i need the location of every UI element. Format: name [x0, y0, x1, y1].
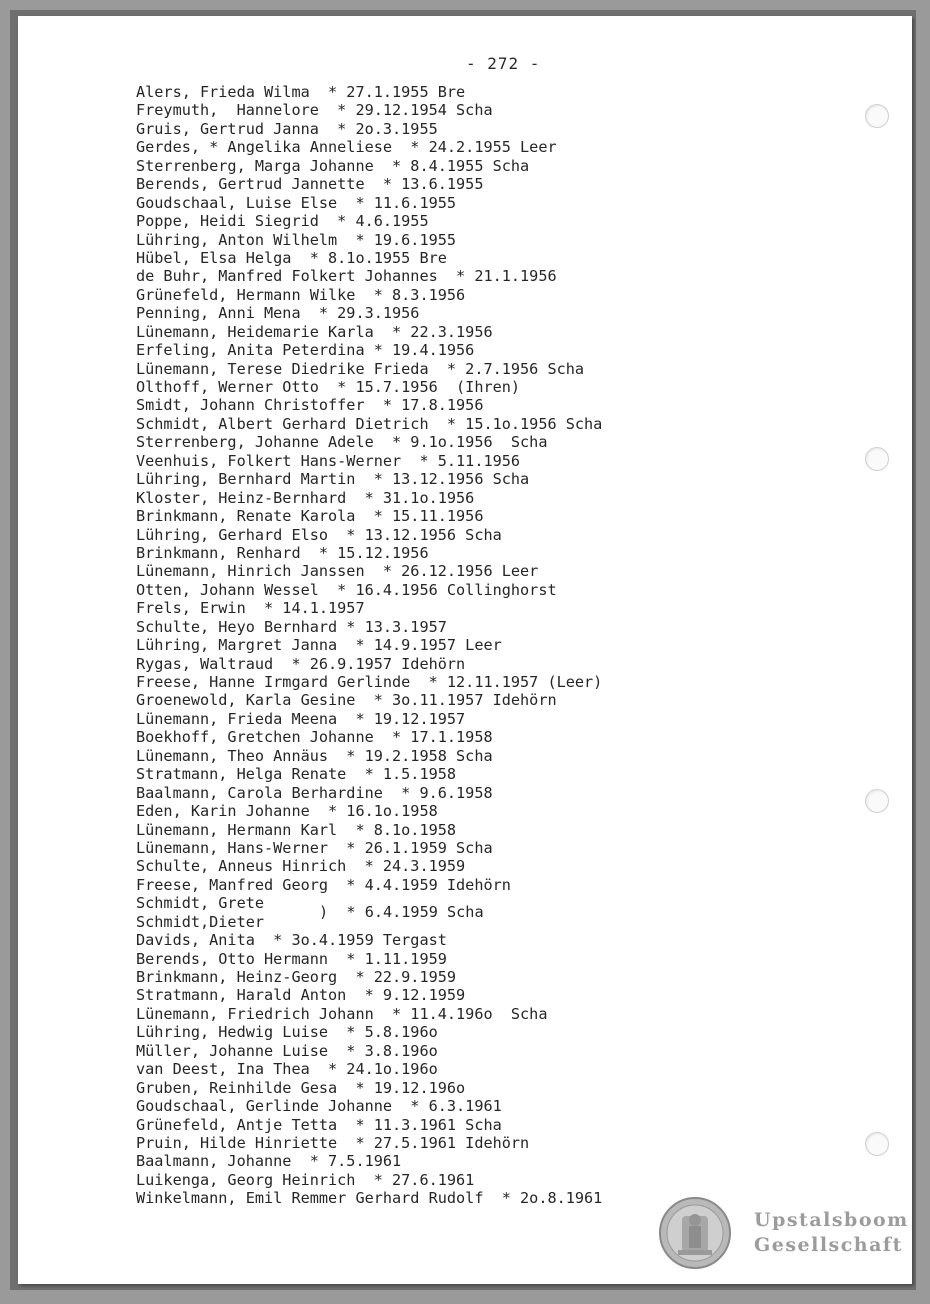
- register-entry-group: [136, 894, 602, 931]
- register-entry: Lünemann, Hermann Karl * 8.1o.1958: [136, 820, 457, 839]
- register-entry: Lühring, Gerhard Elso * 13.12.1956 Scha: [136, 525, 502, 544]
- register-entry: Müller, Johanne Luise * 3.8.196o: [136, 1041, 438, 1060]
- upstalsboom-logo: [658, 1196, 908, 1272]
- register-entry: Sterrenberg, Marga Johanne * 8.4.1955 Scha: [136, 156, 530, 175]
- register-entry: Lühring, Hedwig Luise * 5.8.196o: [136, 1023, 438, 1042]
- register-entry: Lünemann, Heidemarie Karla * 22.3.1956: [136, 322, 493, 341]
- punch-hole: [865, 789, 889, 813]
- register-entry: Lünemann, Hans-Werner * 26.1.1959 Scha: [136, 838, 493, 857]
- punch-hole: [865, 104, 889, 128]
- register-entry: Lünemann, Friedrich Johann * 11.4.196o Scha: [136, 1004, 548, 1023]
- register-entry: Gruis, Gertrud Janna * 2o.3.1955: [136, 119, 438, 138]
- register-entry: Smidt, Johann Christoffer * 17.8.1956: [136, 396, 484, 415]
- register-entry: Rygas, Waltraud * 26.9.1957 Idehörn: [136, 654, 466, 673]
- register-entry: Veenhuis, Folkert Hans-Werner * 5.11.1956: [136, 451, 521, 470]
- register-entry: Schulte, Heyo Bernhard * 13.3.1957: [136, 617, 447, 636]
- register-entries: [136, 83, 602, 1208]
- register-entry: Lühring, Bernhard Martin * 13.12.1956 Scha: [136, 470, 530, 489]
- register-entry: Schulte, Anneus Hinrich * 24.3.1959: [136, 857, 466, 876]
- register-entry: Winkelmann, Emil Remmer Gerhard Rudolf * 2o.8.1961: [136, 1189, 603, 1208]
- group-date: ) * 6.4.1959 Scha: [319, 903, 484, 922]
- register-entry: Goudschaal, Gerlinde Johanne * 6.3.1961: [136, 1097, 502, 1116]
- register-entry: Lünemann, Hinrich Janssen * 26.12.1956 Leer: [136, 562, 539, 581]
- register-entry: van Deest, Ina Thea * 24.1o.196o: [136, 1060, 438, 1079]
- register-entry: Erfeling, Anita Peterdina * 19.4.1956: [136, 341, 475, 360]
- register-entry: Gerdes, * Angelika Anneliese * 24.2.1955 Leer: [136, 138, 557, 157]
- register-entry: Alers, Frieda Wilma * 27.1.1955 Bre: [136, 83, 466, 101]
- register-entry: Brinkmann, Renhard * 15.12.1956: [136, 543, 429, 562]
- register-entry: Luikenga, Georg Heinrich * 27.6.1961: [136, 1170, 475, 1189]
- punch-hole: [865, 447, 889, 471]
- register-entry: Baalmann, Johanne * 7.5.1961: [136, 1152, 402, 1171]
- watermark-line-1: Upstalsboom: [754, 1209, 909, 1231]
- register-entry: Olthoff, Werner Otto * 15.7.1956 (Ihren): [136, 378, 521, 396]
- punch-hole: [865, 1132, 889, 1156]
- register-entry: Stratmann, Helga Renate * 1.5.1958: [136, 765, 457, 784]
- register-entry: Lünemann, Frieda Meena * 19.12.1957: [136, 709, 466, 728]
- group-name-1: Schmidt, Grete: [136, 894, 265, 913]
- register-entry: Berends, Gertrud Jannette * 13.6.1955: [136, 175, 484, 194]
- register-entry: Baalmann, Carola Berhardine * 9.6.1958: [136, 783, 493, 802]
- register-entry: Penning, Anni Mena * 29.3.1956: [136, 304, 420, 323]
- register-entry: Sterrenberg, Johanne Adele * 9.1o.1956 Scha: [136, 433, 548, 452]
- register-entry: Schmidt, Albert Gerhard Dietrich * 15.1o.1956 Scha: [136, 414, 603, 433]
- register-entry: Grünefeld, Antje Tetta * 11.3.1961 Scha: [136, 1115, 502, 1134]
- register-entry: Gruben, Reinhilde Gesa * 19.12.196o: [136, 1078, 466, 1097]
- register-entry: Freymuth, Hannelore * 29.12.1954 Scha: [136, 101, 493, 120]
- register-entry: Lünemann, Terese Diedrike Frieda * 2.7.1956 Scha: [136, 359, 585, 378]
- register-entry: Stratmann, Harald Anton * 9.12.1959: [136, 986, 466, 1005]
- register-entry: Freese, Manfred Georg * 4.4.1959 Idehörn: [136, 875, 511, 894]
- register-entry: Kloster, Heinz-Bernhard * 31.1o.1956: [136, 488, 475, 507]
- register-entry: Pruin, Hilde Hinriette * 27.5.1961 Idehörn: [136, 1133, 530, 1152]
- register-entry: Eden, Karin Johanne * 16.1o.1958: [136, 802, 438, 821]
- register-entry: Freese, Hanne Irmgard Gerlinde * 12.11.1957 (Leer): [136, 673, 603, 691]
- watermark-line-2: Gesellschaft: [754, 1234, 903, 1256]
- register-entry: Brinkmann, Heinz-Georg * 22.9.1959: [136, 968, 457, 987]
- upstalsboom-seal-icon: [658, 1196, 732, 1270]
- register-entry: Groenewold, Karla Gesine * 3o.11.1957 Idehörn: [136, 691, 557, 710]
- register-entry: Otten, Johann Wessel * 16.4.1956 Collinghorst: [136, 580, 557, 599]
- register-entry: Davids, Anita * 3o.4.1959 Tergast: [136, 931, 447, 950]
- register-entry: Grünefeld, Hermann Wilke * 8.3.1956: [136, 285, 466, 304]
- register-entry: Berends, Otto Hermann * 1.11.1959: [136, 949, 447, 968]
- register-entry: Goudschaal, Luise Else * 11.6.1955: [136, 193, 457, 212]
- page-number: - 272 -: [466, 54, 541, 73]
- register-entry: Lühring, Anton Wilhelm * 19.6.1955: [136, 230, 457, 249]
- register-entry: Lühring, Margret Janna * 14.9.1957 Leer: [136, 636, 502, 655]
- register-entry: Boekhoff, Gretchen Johanne * 17.1.1958: [136, 728, 493, 747]
- register-entry: de Buhr, Manfred Folkert Johannes * 21.1.1956: [136, 267, 557, 286]
- register-entry: Frels, Erwin * 14.1.1957: [136, 599, 365, 618]
- group-name-2: Schmidt,Dieter: [136, 912, 265, 931]
- register-entry: Poppe, Heidi Siegrid * 4.6.1955: [136, 212, 429, 231]
- register-entry: Hübel, Elsa Helga * 8.1o.1955 Bre: [136, 248, 447, 267]
- register-entry: Lünemann, Theo Annäus * 19.2.1958 Scha: [136, 746, 493, 765]
- register-entry: Brinkmann, Renate Karola * 15.11.1956: [136, 507, 484, 526]
